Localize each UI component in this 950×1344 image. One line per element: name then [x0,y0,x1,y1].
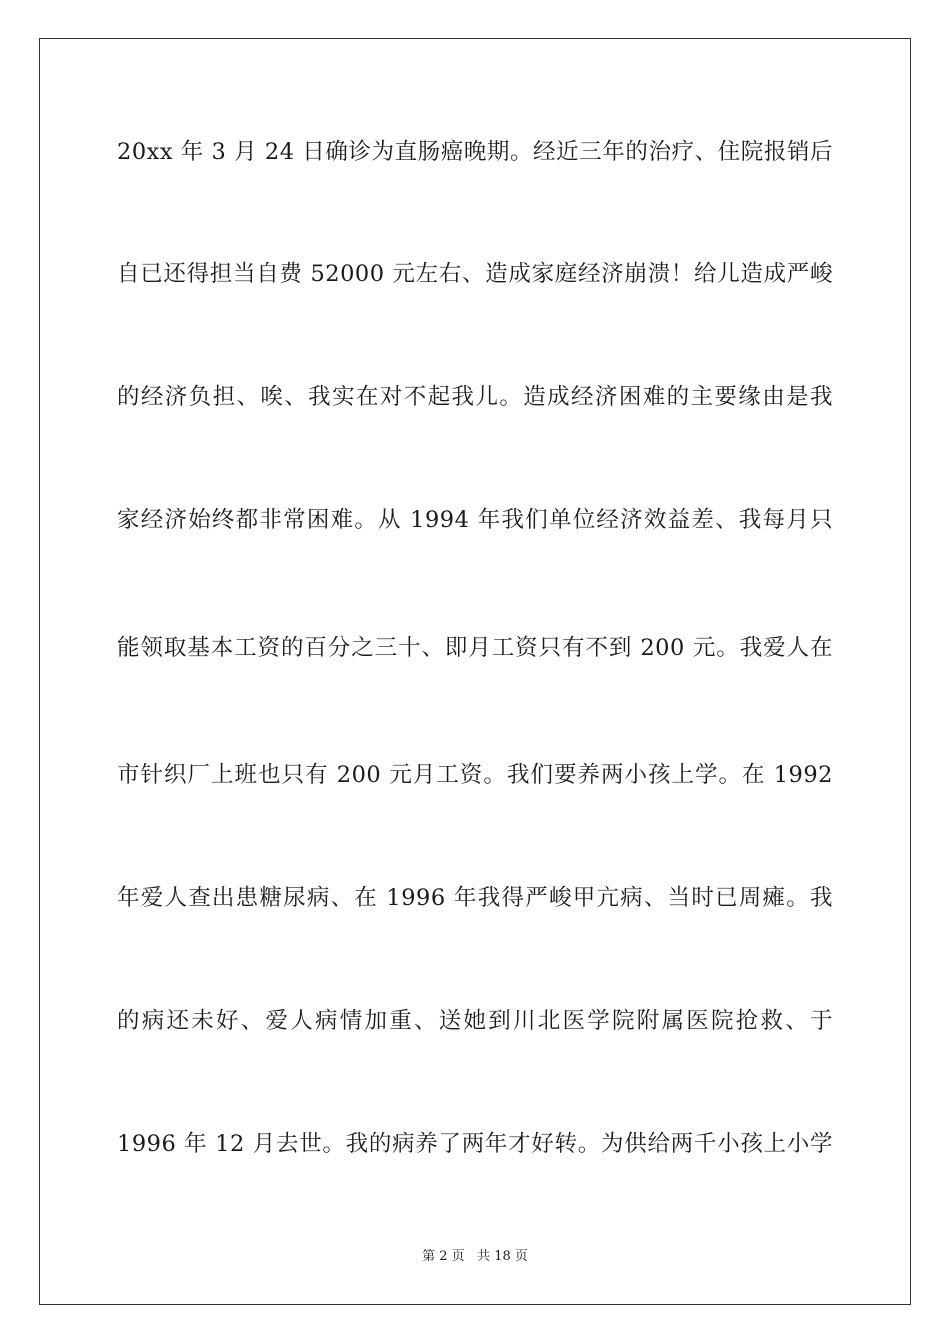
body-text-line-9: 1996 年 12 月去世。我的病养了两年才好转。为供给两千小孩上小学 [117,1131,833,1157]
body-text-line-6: 市针织厂上班也只有 200 元月工资。我们要养两小孩上学。在 1992 [117,762,833,788]
body-text-line-5: 能领取基本工资的百分之三十、即月工资只有不到 200 元。我爱人在 [117,635,833,661]
body-text-line-4: 家经济始终都非常困难。从 1994 年我们单位经济效益差、我每月只 [117,507,833,533]
page-number-footer: 第 2 页 共 18 页 [422,1249,528,1264]
body-text-line-1: 20xx 年 3 月 24 日确诊为直肠癌晚期。经近三年的治疗、住院报销后 [117,139,833,165]
body-text-line-2: 自已还得担当自费 52000 元左右、造成家庭经济崩溃！给儿造成严峻 [117,261,833,287]
body-text-line-8: 的病还未好、爱人病情加重、送她到川北医学院附属医院抢救、于 [117,1008,833,1034]
body-text-line-3: 的经济负担、唉、我实在对不起我儿。造成经济困难的主要缘由是我 [117,384,833,410]
body-text-line-7: 年爱人查出患糖尿病、在 1996 年我得严峻甲亢病、当时已周瘫。我 [117,885,833,911]
page-frame [39,38,911,1305]
